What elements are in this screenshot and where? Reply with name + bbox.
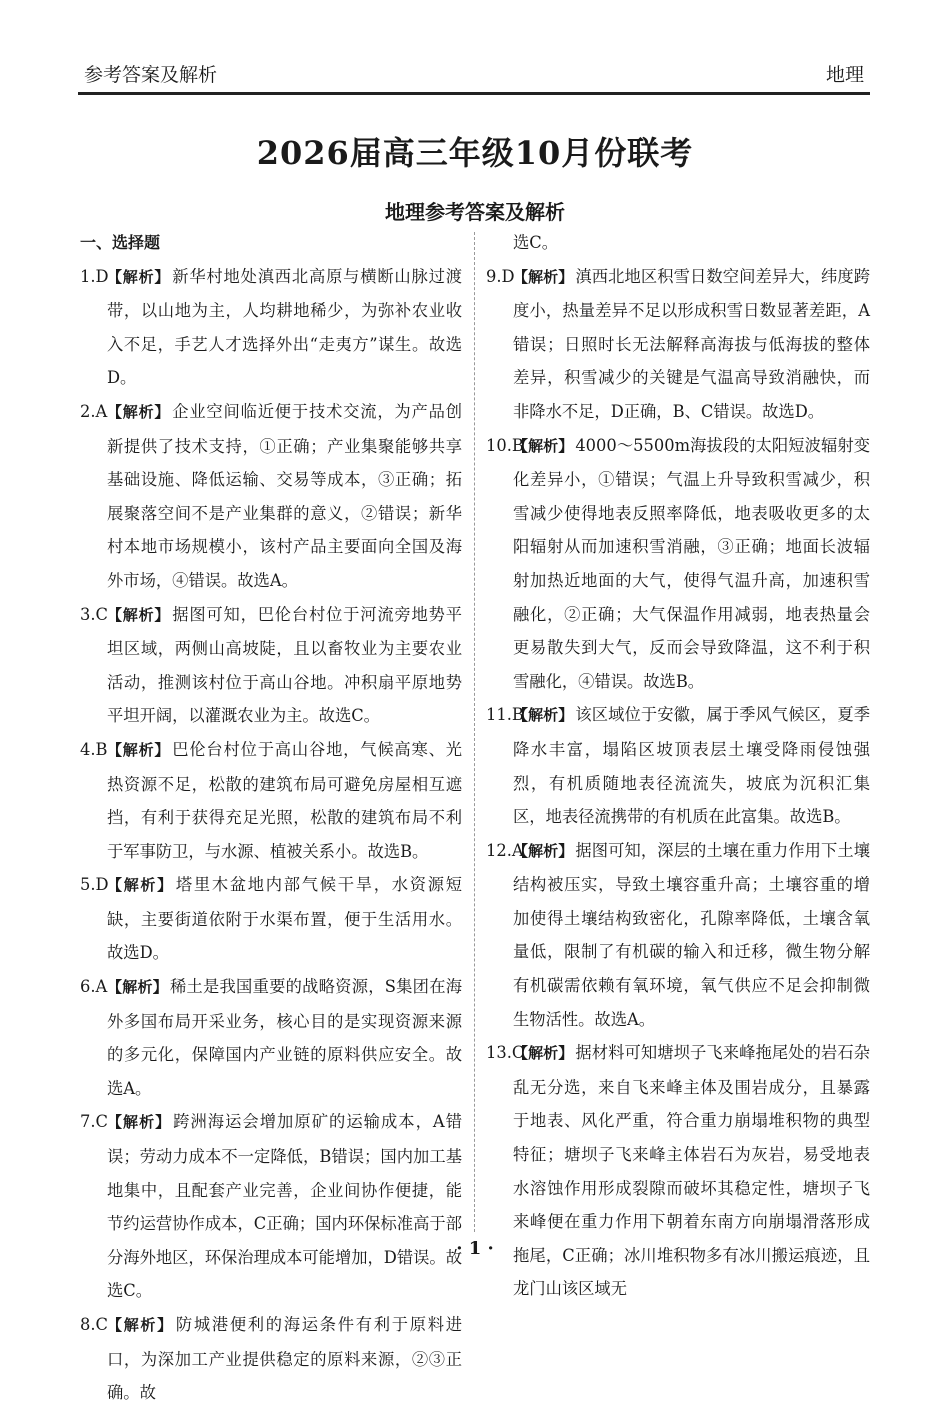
answer-explanation: 据图可知，巴伦台村位于河流旁地势平坦区域，两侧山高坡陡，且以畜牧业为主要农业活动，推测该村位于高山谷地。冲积扇平原地势平坦开阔，以灌溉农业为主。故选C。 — [107, 604, 462, 726]
answer-explanation: 4000～5500m海拔段的太阳短波辐射变化差异小，①错误；气温上升导致积雪减少，积雪减少使得地表反照率降低，地表吸收更多的太阳辐射从而加速积雪消融，③正确；地面长波辐射加热近地面的大气，使得气温升高，加速积雪融化，②正确；大气保温作用减弱，地表热量会更易散失到大气，反而会导致降温，这不利于积雪融化，④错误。故选B。 — [513, 435, 870, 691]
answer-number: 8.C — [80, 1315, 108, 1334]
analysis-tag: 【解析】 — [107, 978, 168, 997]
answer-explanation: 该区域位于安徽，属于季风气候区，夏季降水丰富，塌陷区坡顶表层土壤受降雨侵蚀强烈，有机质随地表径流流失，坡底为沉积汇集区，地表径流携带的有机质在此富集。故选B。 — [513, 705, 870, 827]
answer-explanation: 稀土是我国重要的战略资源，S集团在海外多国布局开采业务，核心目的是实现资源来源的多元化，保障国内产业链的原料供应安全。故选A。 — [107, 977, 462, 1098]
section-heading: 一、选择题 — [80, 233, 161, 252]
page-header — [78, 58, 870, 95]
answer-explanation: 跨洲海运会增加原矿的运输成本，A错误；劳动力成本不一定降低，B错误；国内加工基地集中，且配套产业完善，企业间协作便捷，能节约运营协作成本，C正确；国内环保标准高于部分海外地区，环保治理成本可能增加，D错误。故选C。 — [107, 1112, 462, 1301]
answer-number: 13.C — [486, 1043, 525, 1063]
answer-item — [486, 429, 870, 699]
answer-number: 2.A — [80, 401, 108, 421]
answer-item — [486, 1036, 870, 1306]
answer-number: 7.C — [80, 1112, 108, 1132]
answer-explanation: 滇西北地区积雪日数空间差异大，纬度跨度小，热量差异不足以形成积雪日数显著差距，A错误；日照时长无法解释高海拔与低海拔的整体差异，积雪减少的关键是气温高导致消融快，而非降水不足，D正确，B、C错误。故选D。 — [513, 266, 870, 421]
analysis-tag: 【解析】 — [107, 402, 171, 421]
document-subtitle: 地理参考答案及解析 — [385, 200, 565, 224]
answer-item — [80, 1105, 462, 1308]
answer-explanation: 企业空间临近便于技术交流，为产品创新提供了技术支持，①正确；产业集聚能够共享基础设施、降低运输、交易等成本，③正确；拓展聚落空间不是产业集群的意义，②错误；新华村本地市场规模小，该村产品主要面向全国及海外市场，④错误。故选A。 — [107, 401, 462, 590]
answer-number: 11.B — [486, 705, 524, 725]
column-divider — [474, 232, 475, 1232]
analysis-tag: 【解析】 — [513, 1044, 574, 1063]
answer-number: 1.D — [80, 266, 109, 286]
answer-explanation: 塔里木盆地内部气候干旱，水资源短缺，主要街道依附于水渠布置，便于生活用水。故选D。 — [107, 875, 462, 963]
answer-number: 10.B — [486, 435, 524, 455]
answer-item — [80, 1308, 462, 1410]
answer-item — [486, 834, 870, 1037]
answer-continuation: 选C。 — [513, 233, 559, 252]
document-title: 2026届高三年级10月份联考 — [256, 134, 694, 172]
analysis-tag: 【解析】 — [107, 740, 171, 759]
answer-item — [80, 733, 462, 868]
analysis-tag: 【解析】 — [513, 841, 574, 860]
left-column — [80, 226, 462, 1410]
answer-item — [486, 260, 870, 429]
answer-number: 12.A — [486, 840, 524, 860]
answer-number: 5.D — [80, 875, 109, 895]
right-answer-list — [486, 260, 870, 1306]
answer-explanation: 防城港便利的海运条件有利于原料进口，为深加工产业提供稳定的原料来源，②③正确。故 — [107, 1315, 462, 1403]
right-column — [486, 226, 870, 1306]
analysis-tag: 【解析】 — [107, 267, 171, 286]
header-left-text: 参考答案及解析 — [84, 64, 218, 86]
answer-number: 4.B — [80, 739, 108, 759]
answer-item — [80, 598, 462, 733]
analysis-tag: 【解析】 — [107, 1113, 172, 1132]
analysis-tag: 【解析】 — [513, 706, 574, 725]
answer-item — [80, 260, 462, 395]
answer-number: 3.C — [80, 604, 108, 624]
page-number: · 1 · — [456, 1238, 494, 1259]
answer-explanation: 新华村地处滇西北高原与横断山脉过渡带，以山地为主，人均耕地稀少，为弥补农业收入不足，手艺人才选择外出“走夷方”谋生。故选D。 — [107, 266, 462, 388]
answer-item — [80, 395, 462, 598]
answer-number: 9.D — [486, 266, 515, 286]
answer-number: 6.A — [80, 977, 108, 997]
analysis-tag: 【解析】 — [107, 1316, 174, 1334]
answer-explanation: 巴伦台村位于高山谷地，气候高寒、光热资源不足，松散的建筑布局可避免房屋相互遮挡，有利于获得充足光照，松散的建筑布局不利于军事防卫，与水源、植被关系小。故选B。 — [107, 739, 462, 861]
analysis-tag: 【解析】 — [513, 267, 574, 286]
answer-item — [486, 698, 870, 833]
analysis-tag: 【解析】 — [107, 876, 174, 895]
answer-explanation: 据材料可知塘坝子飞来峰拖尾处的岩石杂乱无分选，来自飞来峰主体及围岩成分，且暴露于地表、风化严重，符合重力崩塌堆积物的典型特征；塘坝子飞来峰主体岩石为灰岩，易受地表水溶蚀作用形成裂隙而破坏其稳定性，塘坝子飞来峰便在重力作用下朝着东南方向崩塌滑落形成拖尾，C正确；冰川堆积物多有冰川搬运痕迹，且龙门山该区域无 — [513, 1043, 870, 1299]
header-subject: 地理 — [825, 64, 864, 86]
answer-item — [80, 868, 462, 970]
answer-item — [80, 970, 462, 1105]
answer-explanation: 据图可知，深层的土壤在重力作用下土壤结构被压实，导致土壤容重升高；土壤容重的增加使得土壤结构致密化，孔隙率降低，土壤含氧量低，限制了有机碳的输入和迁移，微生物分解有机碳需依赖有氧环境，氧气供应不足会抑制微生物活性。故选A。 — [513, 840, 870, 1029]
analysis-tag: 【解析】 — [107, 605, 171, 624]
analysis-tag: 【解析】 — [513, 436, 574, 455]
